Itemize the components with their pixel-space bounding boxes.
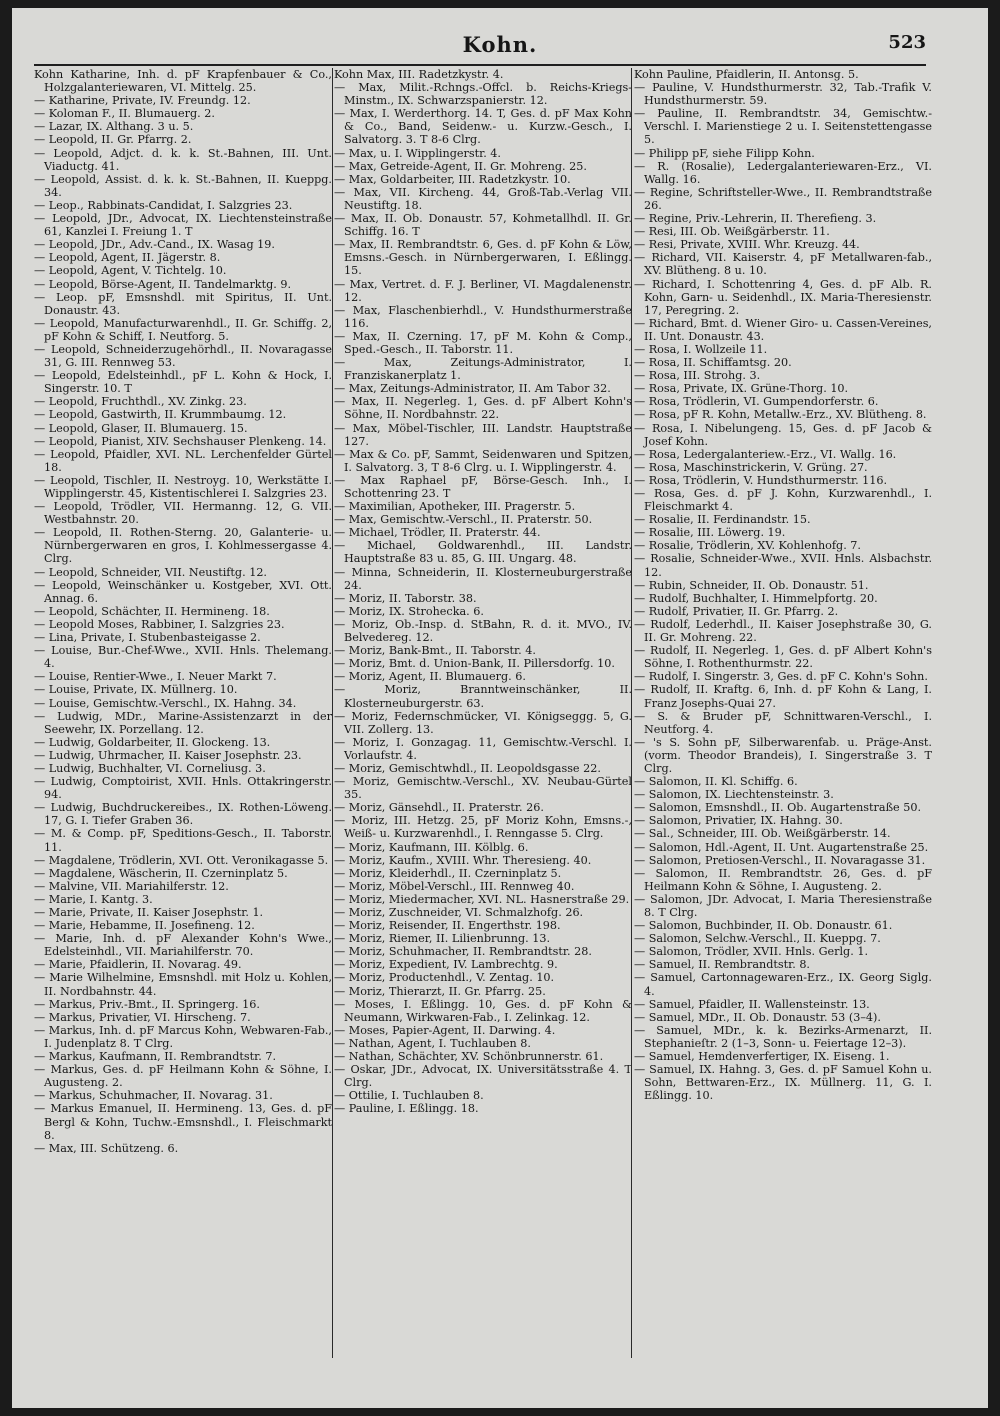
directory-entry: — Rubin, Schneider, II. Ob. Donaustr. 51.	[634, 578, 869, 592]
directory-entry: — Leopold, Agent, II. Jägerstr. 8.	[34, 251, 221, 265]
directory-entry: — Max, Möbel-Tischler, III. Landstr. Hauptstraße 127.	[334, 421, 632, 448]
directory-entry: — Moriz, Miedermacher, XVI. NL. Hasnerstraße 29.	[334, 892, 630, 906]
directory-entry: — Moriz, Agent, II. Blumauerg. 6.	[334, 670, 526, 684]
directory-entry: — Salomon, IX. Liechtensteinstr. 3.	[634, 788, 834, 802]
directory-entry: — Max, Getreide-Agent, II. Gr. Mohreng. 25.	[334, 159, 587, 173]
directory-entry: — Rosalie, Trödlerin, XV. Kohlenhofg. 7.	[634, 539, 861, 553]
directory-entry: — Rosa, III. Strohg. 3.	[634, 369, 761, 383]
directory-entry: — Oskar, JDr., Advocat, IX. Universitätsstraße 4. T Clrg.	[334, 1063, 632, 1090]
directory-entry: — Salomon, JDr. Advocat, I. Maria Theresienstraße 8. T Clrg.	[634, 892, 932, 919]
directory-entry: — Rosa, Trödlerin, VI. Gumpendorferstr. 6.	[634, 395, 879, 409]
directory-entry: — Koloman F., II. Blumauerg. 2.	[34, 107, 215, 121]
directory-entry: — Markus, Schuhmacher, II. Novarag. 31.	[34, 1089, 273, 1103]
directory-entry: — Rosa, pF R. Kohn, Metallw.-Erz., XV. Blütheng. 8.	[634, 408, 927, 422]
directory-entry: — Ottilie, I. Tuchlauben 8.	[334, 1089, 484, 1103]
directory-entry: — Salomon, II. Rembrandtstr. 26, Ges. d. pF Heilmann Kohn & Söhne, I. Augusteng. 2.	[634, 866, 932, 893]
directory-entry: — Moriz, Thierarzt, II. Gr. Pfarrg. 25.	[334, 984, 546, 998]
directory-entry: — Moriz, Federnschmücker, VI. Königseggg. 5, G. VII. Zollerg. 13.	[334, 709, 632, 736]
directory-entry: — Leopold, JDr., Advocat, IX. Liechtensteinstraße 61, Kanzlei I. Freiung 1. T	[34, 212, 332, 239]
directory-entry: — Rosa, Private, IX. Grüne-Thorg. 10.	[634, 382, 849, 396]
directory-entry: — Moriz, Productenhdl., V. Zentag. 10.	[334, 971, 555, 985]
directory-entry: — Rudolf, Buchhalter, I. Himmelpfortg. 20.	[634, 591, 878, 605]
directory-entry: — Rosalie, Schneider-Wwe., XVII. Hnls. Alsbachstr. 12.	[634, 552, 932, 579]
directory-entry: — Leopold, Fruchthdl., XV. Zinkg. 23.	[34, 395, 247, 409]
directory-entry: — Ludwig, MDr., Marine-Assistenzarzt in der Seewehr, IX. Porzellang. 12.	[34, 709, 332, 736]
directory-entry: — Salomon, Selchw.-Verschl., II. Kueppg. 7.	[634, 932, 881, 946]
directory-entry: — Lazar, IX. Althang. 3 u. 5.	[34, 120, 194, 134]
directory-entry: Kohn Katharine, Inh. d. pF Krapfenbauer & Co., Holzgalanteriewaren, VI. Mittelg. 25.	[34, 68, 332, 95]
directory-entry: — Moriz, Riemer, II. Lilienbrunng. 13.	[334, 932, 551, 946]
directory-entry: — Leopold, Assist. d. k. k. St.-Bahnen, II. Kueppg. 34.	[34, 172, 332, 199]
directory-entry: — Markus, Privatier, VI. Hirscheng. 7.	[34, 1010, 251, 1024]
directory-entry: — Moses, Papier-Agent, II. Darwing. 4.	[334, 1023, 556, 1037]
directory-entry: — Resi, III. Ob. Weißgärberstr. 11.	[634, 225, 830, 239]
directory-entry: — Max & Co. pF, Sammt, Seidenwaren und Spitzen, I. Salvatorg. 3, T 8-6 Clrg. u. I. Wipplingerstr. 4.	[334, 447, 632, 474]
directory-entry: — Regine, Priv.-Lehrerin, II. Therefieng. 3.	[634, 212, 877, 226]
directory-entry: — Ludwig, Buchhalter, VI. Corneliusg. 3.	[34, 761, 266, 775]
directory-entry: — Markus Emanuel, II. Hermineng. 13, Ges. d. pF Bergl & Kohn, Tuchw.-Emsnshdl., I. Fleischmarkt 8.	[34, 1102, 332, 1142]
directory-entry: — Magdalene, Wäscherin, II. Czerninplatz 5.	[34, 866, 288, 880]
directory-entry: — Marie, Pfaidlerin, II. Novarag. 49.	[34, 958, 242, 972]
directory-entry: — Moriz, Ob.-Insp. d. StBahn, R. d. it. MVO., IV. Belvedereg. 12.	[334, 617, 632, 645]
page-number: 523	[888, 32, 926, 53]
column-3	[634, 68, 932, 1102]
column-divider	[631, 68, 632, 1358]
directory-entry: — Max, II. Rembrandtstr. 6, Ges. d. pF Kohn & Löw, Emsns.-Gesch. in Nürnbergerwaren, I. Eßlingg. 15.	[334, 238, 632, 278]
directory-entry: — Ludwig, Uhrmacher, II. Kaiser Josephstr. 23.	[34, 748, 302, 762]
directory-entry: — Markus, Inh. d. pF Marcus Kohn, Webwaren-Fab., I. Judenplatz 8. T Clrg.	[34, 1023, 332, 1050]
directory-entry: — Marie, Hebamme, II. Josefineng. 12.	[34, 919, 255, 933]
directory-entry: — Samuel, MDr., k. k. Bezirks-Armenarzt, II. Stephanieſtr. 2 (1–3, Sonn- u. Feiertage 12–3).	[634, 1023, 932, 1050]
directory-entry: — Moriz, Bank-Bmt., II. Taborstr. 4.	[334, 644, 536, 658]
directory-entry: — Max Raphael pF, Börse-Gesch. Inh., I. Schottenring 23. T	[334, 473, 632, 500]
directory-entry: — Marie Wilhelmine, Emsnshdl. mit Holz u. Kohlen, II. Nordbahnstr. 44.	[34, 971, 332, 998]
directory-entry: — Louise, Private, IX. Müllnerg. 10.	[34, 683, 238, 697]
directory-entry: — Sal., Schneider, III. Ob. Weißgärberstr. 14.	[634, 827, 891, 841]
directory-entry: — Moriz, Bmt. d. Union-Bank, II. Pillersdorfg. 10.	[334, 657, 615, 671]
directory-entry: — Moriz, Kaufmann, III. Kölblg. 6.	[334, 840, 529, 854]
directory-entry: — S. & Bruder pF, Schnittwaren-Verschl., I. Neutforg. 4.	[634, 709, 932, 736]
directory-entry: — Louise, Bur.-Chef-Wwe., XVII. Hnls. Thelemang. 4.	[34, 644, 332, 671]
directory-entry: — Salomon, II. Kl. Schiffg. 6.	[634, 775, 798, 789]
directory-entry: — Leopold, Schneider, VII. Neustiftg. 12.	[34, 565, 267, 579]
directory-entry: — Magdalene, Trödlerin, XVI. Ott. Veronikagasse 5.	[34, 853, 329, 867]
directory-entry: — Moriz, I. Gonzagag. 11, Gemischtw.-Verschl. I. Vorlaufstr. 4.	[334, 735, 632, 762]
directory-entry: — Max, II. Negerleg. 1, Ges. d. pF Albert Kohn's Söhne, II. Nordbahnstr. 22.	[334, 395, 632, 422]
directory-entry: — Nathan, Agent, I. Tuchlauben 8.	[334, 1036, 531, 1050]
directory-entry: — Max, Milit.-Rchngs.-Offcl. b. Reichs-Kriegs-Minstm., IX. Schwarzspanierstr. 12.	[334, 81, 632, 108]
directory-entry: — Moriz, Reisender, II. Engerthstr. 198.	[334, 919, 561, 933]
directory-entry: — Leopold, Schächter, II. Hermineng. 18.	[34, 604, 270, 618]
directory-entry: — Rosa, Trödlerin, V. Hundsthurmerstr. 116.	[634, 473, 888, 487]
directory-entry: — Samuel, Pfaidler, II. Wallensteinstr. 13.	[634, 997, 870, 1011]
directory-entry: — Richard, I. Schottenring 4, Ges. d. pF Alb. R. Kohn, Garn- u. Seidenhdl., IX. Maria-Theresienstr. 17, Peregring. 2.	[634, 277, 932, 317]
directory-entry: — Samuel, II. Rembrandtstr. 8.	[634, 958, 810, 972]
directory-entry: — Philipp pF, siehe Filipp Kohn.	[634, 146, 815, 160]
directory-entry: — Leopold, Pianist, XIV. Sechshauser Plenkeng. 14.	[34, 434, 327, 448]
directory-entry: — Moriz, Möbel-Verschl., III. Rennweg 40.	[334, 879, 575, 893]
directory-entry: — Leopold, Börse-Agent, II. Tandelmarktg. 9.	[34, 277, 292, 291]
directory-entry: — Marie, Private, II. Kaiser Josephstr. 1.	[34, 906, 264, 919]
column-divider	[332, 68, 333, 1358]
directory-entry: — Moriz, III. Hetzg. 25, pF Moriz Kohn, Emsns.-, Weiß- u. Kurzwarenhdl., I. Renngasse 5. Clrg.	[334, 814, 632, 841]
directory-entry: — Rosa, Ledergalanteriew.-Erz., VI. Wallg. 16.	[634, 447, 897, 461]
directory-entry: — Leopold, Trödler, VII. Hermanng. 12, G. VII. Westbahnstr. 20.	[34, 500, 332, 527]
directory-entry: — Rosa, Maschinstrickerin, V. Grüng. 27.	[634, 460, 868, 474]
directory-entry: — Max, II. Ob. Donaustr. 57, Kohmetallhdl. II. Gr. Schiffg. 16. T	[334, 212, 632, 239]
directory-entry: — Michael, Trödler, II. Praterstr. 44.	[334, 526, 541, 540]
directory-entry: — Leopold, Tischler, II. Nestroyg. 10, Werkstätte I. Wipplingerstr. 45, Kistentischlerei I. Salzgries 23.	[34, 473, 332, 500]
directory-entry: — Leopold, II. Rothen-Sterng. 20, Galanterie- u. Nürnbergerwaren en gros, I. Kohlmessergasse 4. Clrg.	[34, 526, 332, 566]
directory-entry: — Minna, Schneiderin, II. Klosterneuburgerstraße 24.	[334, 565, 632, 592]
directory-entry: — Moriz, Expedient, IV. Lambrechtg. 9.	[334, 958, 558, 972]
directory-entry: — Moriz, Gemischtwhdl., II. Leopoldsgasse 22.	[334, 761, 601, 775]
directory-entry: — Samuel, Hemdenverfertiger, IX. Eiseng. 1.	[634, 1050, 890, 1064]
directory-entry: — Marie, I. Kantg. 3.	[34, 892, 153, 906]
directory-entry: — Rudolf, Privatier, II. Gr. Pfarrg. 2.	[634, 604, 839, 618]
directory-entry: — 's S. Sohn pF, Silberwarenfab. u. Präge-Anst. (vorm. Theodor Brandeis), I. Singerstraße 3. T Clrg.	[634, 735, 932, 775]
directory-entry: — Max, Vertret. d. F. J. Berliner, VI. Magdalenenstr. 12.	[334, 277, 632, 304]
directory-entry: — Leopold, Glaser, II. Blumauerg. 15.	[34, 421, 248, 435]
directory-entry: — Samuel, MDr., II. Ob. Donaustr. 53 (3–4).	[634, 1010, 881, 1024]
directory-entry: Kohn Max, III. Radetzkystr. 4.	[334, 68, 504, 81]
directory-entry: — Rudolf, Lederhdl., II. Kaiser Josephstraße 30, G. II. Gr. Mohreng. 22.	[634, 617, 932, 645]
directory-entry: — Regine, Schriftsteller-Wwe., II. Rembrandtstraße 26.	[634, 185, 932, 212]
directory-entry: — Pauline, I. Eßlingg. 18.	[334, 1102, 479, 1116]
directory-entry: — Ludwig, Comptoirist, XVII. Hnls. Ottakringerstr. 94.	[34, 775, 332, 802]
column-1	[34, 68, 332, 1155]
directory-entry: — Moses, I. Eßlingg. 10, Ges. d. pF Kohn & Neumann, Wirkwaren-Fab., I. Zelinkag. 12.	[334, 997, 632, 1024]
column-2	[334, 68, 632, 1116]
directory-entry: — Louise, Rentier-Wwe., I. Neuer Markt 7.	[34, 670, 277, 684]
directory-entry: — Samuel, Cartonnagewaren-Erz., IX. Georg Siglg. 4.	[634, 971, 932, 998]
directory-entry: — Markus, Kaufmann, II. Rembrandtstr. 7.	[34, 1050, 277, 1064]
header-rule	[34, 64, 926, 66]
directory-entry: — Rosa, II. Schiffamtsg. 20.	[634, 356, 792, 370]
directory-entry: — Resi, Private, XVIII. Whr. Kreuzg. 44.	[634, 238, 860, 252]
directory-entry: — Rudolf, II. Negerleg. 1, Ges. d. pF Albert Kohn's Söhne, I. Rothenthurmstr. 22.	[634, 644, 932, 671]
directory-entry: — Markus, Priv.-Bmt., II. Springerg. 16.	[34, 997, 260, 1011]
directory-entry: — Moriz, Branntweinschänker, II. Klosterneuburgerstr. 63.	[334, 683, 632, 710]
directory-entry: — Leopold, Agent, V. Tichtelg. 10.	[34, 264, 227, 278]
directory-entry: — Leopold, II. Gr. Pfarrg. 2.	[34, 133, 192, 147]
directory-entry: — Ludwig, Buchdruckereibes., IX. Rothen-Löweng. 17, G. I. Tiefer Graben 36.	[34, 801, 332, 828]
directory-entry: — Leopold, Schneiderzugehörhdl., II. Novaragasse 31, G. III. Rennweg 53.	[34, 342, 332, 370]
directory-entry: — Leopold, Edelsteinhdl., pF L. Kohn & Hock, I. Singerstr. 10. T	[34, 369, 332, 396]
directory-entry: — Max, I. Werderthorg. 14. T, Ges. d. pF Max Kohn & Co., Band, Seidenw.- u. Kurzw.-Gesch., I. Salvatorg. 3. T 8-6 Clrg.	[334, 107, 632, 147]
directory-entry: — Moriz, Zuschneider, VI. Schmalzhofg. 26.	[334, 906, 584, 919]
directory-entry: — Rosalie, II. Ferdinandstr. 15.	[634, 513, 811, 527]
directory-entry: — Salomon, Pretiosen-Verschl., II. Novaragasse 31.	[634, 853, 926, 867]
directory-entry: — Samuel, IX. Hahng. 3, Ges. d. pF Samuel Kohn u. Sohn, Bettwaren-Erz., IX. Müllnerg. 11, G. I. Eßlingg. 10.	[634, 1063, 932, 1103]
directory-entry: — Nathan, Schächter, XV. Schönbrunnerstr. 61.	[334, 1050, 604, 1064]
directory-entry: — Moriz, Schuhmacher, II. Rembrandtstr. 28.	[334, 945, 592, 959]
directory-entry: — Markus, Ges. d. pF Heilmann Kohn & Söhne, I. Augusteng. 2.	[34, 1063, 332, 1090]
directory-entry: — Lina, Private, I. Stubenbasteigasse 2.	[34, 631, 261, 645]
directory-entry: — Max, Zeitungs-Administrator, II. Am Tabor 32.	[334, 382, 611, 396]
directory-entry: — Max, VII. Kircheng. 44, Groß-Tab.-Verlag VII. Neustiftg. 18.	[334, 185, 632, 212]
directory-entry: — Moriz, Kaufm., XVIII. Whr. Theresieng. 40.	[334, 853, 592, 867]
directory-entry: — Salomon, Buchbinder, II. Ob. Donaustr. 61.	[634, 919, 893, 933]
directory-entry: — Michael, Goldwarenhdl., III. Landstr. Hauptstraße 83 u. 85, G. III. Ungarg. 48.	[334, 539, 632, 566]
directory-entry: — Richard, Bmt. d. Wiener Giro- u. Cassen-Vereines, II. Unt. Donaustr. 43.	[634, 316, 932, 343]
directory-entry: — Moriz, IX. Strohecka. 6.	[334, 604, 484, 618]
directory-entry: — Salomon, Trödler, XVII. Hnls. Gerlg. 1.	[634, 945, 869, 959]
directory-entry: — Rosa, I. Nibelungeng. 15, Ges. d. pF Jacob & Josef Kohn.	[634, 421, 932, 448]
directory-entry: — Leopold, Weinschänker u. Kostgeber, XVI. Ott. Annag. 6.	[34, 578, 332, 605]
directory-entry: — Moriz, II. Taborstr. 38.	[334, 591, 477, 605]
directory-entry: Kohn Pauline, Pfaidlerin, II. Antonsg. 5.	[634, 68, 859, 81]
directory-entry: — Salomon, Privatier, IX. Hahng. 30.	[634, 814, 843, 828]
directory-entry: — Malvine, VII. Mariahilferstr. 12.	[34, 879, 229, 893]
directory-entry: — Max, Gemischtw.-Verschl., II. Praterstr. 50.	[334, 513, 593, 527]
directory-entry: — Maximilian, Apotheker, III. Pragerstr. 5.	[334, 500, 576, 514]
directory-entry: — Katharine, Private, IV. Freundg. 12.	[34, 94, 251, 108]
directory-entry: — Leop., Rabbinats-Candidat, I. Salzgries 23.	[34, 198, 293, 212]
directory-page	[12, 8, 988, 1408]
directory-entry: — Moriz, Gänsehdl., II. Praterstr. 26.	[334, 801, 544, 815]
directory-entry: — M. & Comp. pF, Speditions-Gesch., II. Taborstr. 11.	[34, 827, 332, 854]
directory-entry: — Leopold, Pfaidler, XVI. NL. Lerchenfelder Gürtel 18.	[34, 447, 332, 474]
directory-entry: — Max, u. I. Wipplingerstr. 4.	[334, 146, 501, 160]
directory-entry: — Leopold, Adjct. d. k. k. St.-Bahnen, III. Unt. Viaductg. 41.	[34, 146, 332, 173]
directory-entry: — Rosa, I. Wollzeile 11.	[634, 342, 768, 356]
directory-entry: — Max, III. Schützeng. 6.	[34, 1141, 179, 1155]
directory-entry: — Moriz, Gemischtw.-Verschl., XV. Neubau-Gürtel 35.	[334, 775, 632, 802]
directory-entry: — Leopold Moses, Rabbiner, I. Salzgries 23.	[34, 617, 285, 631]
directory-entry: — Marie, Inh. d. pF Alexander Kohn's Wwe., Edelsteinhdl., VII. Mariahilferstr. 70.	[34, 932, 332, 959]
directory-entry: — Leopold, Gastwirth, II. Krummbaumg. 12.	[34, 408, 287, 422]
directory-entry: — Rosa, Ges. d. pF J. Kohn, Kurzwarenhdl., I. Fleischmarkt 4.	[634, 487, 932, 514]
directory-entry: — Rosalie, III. Löwerg. 19.	[634, 526, 786, 540]
directory-entry: — Max, Zeitungs-Administrator, I. Franziskanerplatz 1.	[334, 356, 632, 383]
directory-entry: — Richard, VII. Kaiserstr. 4, pF Metallwaren-fab., XV. Blütheng. 8 u. 10.	[634, 251, 932, 278]
directory-entry: — Leopold, Manufacturwarenhdl., II. Gr. Schiffg. 2, pF Kohn & Schiff, I. Neutforg. 5.	[34, 316, 332, 343]
directory-entry: — Moriz, Kleiderhdl., II. Czerninplatz 5.	[334, 866, 562, 880]
directory-entry: — Max, II. Czerning. 17, pF M. Kohn & Comp., Sped.-Gesch., II. Taborstr. 11.	[334, 329, 632, 356]
directory-entry: — Max, Flaschenbierhdl., V. Hundsthurmerstraße 116.	[334, 303, 632, 330]
page-title: Kohn.	[462, 32, 538, 57]
directory-entry: — Pauline, V. Hundsthurmerstr. 32, Tab.-Trafik V. Hundsthurmerstr. 59.	[634, 81, 932, 108]
directory-entry: — Ludwig, Goldarbeiter, II. Glockeng. 13.	[34, 735, 271, 749]
directory-entry: — Pauline, II. Rembrandtstr. 34, Gemischtw.-Verschl. I. Marienstiege 2 u. I. Seitenstettengasse 5.	[634, 107, 932, 147]
directory-entry: — Rudolf, II. Kraftg. 6, Inh. d. pF Kohn & Lang, I. Franz Josephs-Quai 27.	[634, 683, 932, 710]
directory-entry: — Rudolf, I. Singerstr. 3, Ges. d. pF C. Kohn's Sohn.	[634, 670, 928, 684]
directory-entry: — Leopold, JDr., Adv.-Cand., IX. Wasag 19.	[34, 238, 275, 252]
directory-entry: — R. (Rosalie), Ledergalanteriewaren-Erz., VI. Wallg. 16.	[634, 159, 932, 186]
directory-entry: — Salomon, Hdl.-Agent, II. Unt. Augartenstraße 25.	[634, 840, 929, 854]
directory-entry: — Leop. pF, Emsnshdl. mit Spiritus, II. Unt. Donaustr. 43.	[34, 290, 332, 317]
directory-entry: — Louise, Gemischtw.-Verschl., IX. Hahng. 34.	[34, 696, 297, 710]
directory-entry: — Max, Goldarbeiter, III. Radetzkystr. 10.	[334, 172, 571, 186]
directory-entry: — Salomon, Emsnshdl., II. Ob. Augartenstraße 50.	[634, 801, 922, 815]
